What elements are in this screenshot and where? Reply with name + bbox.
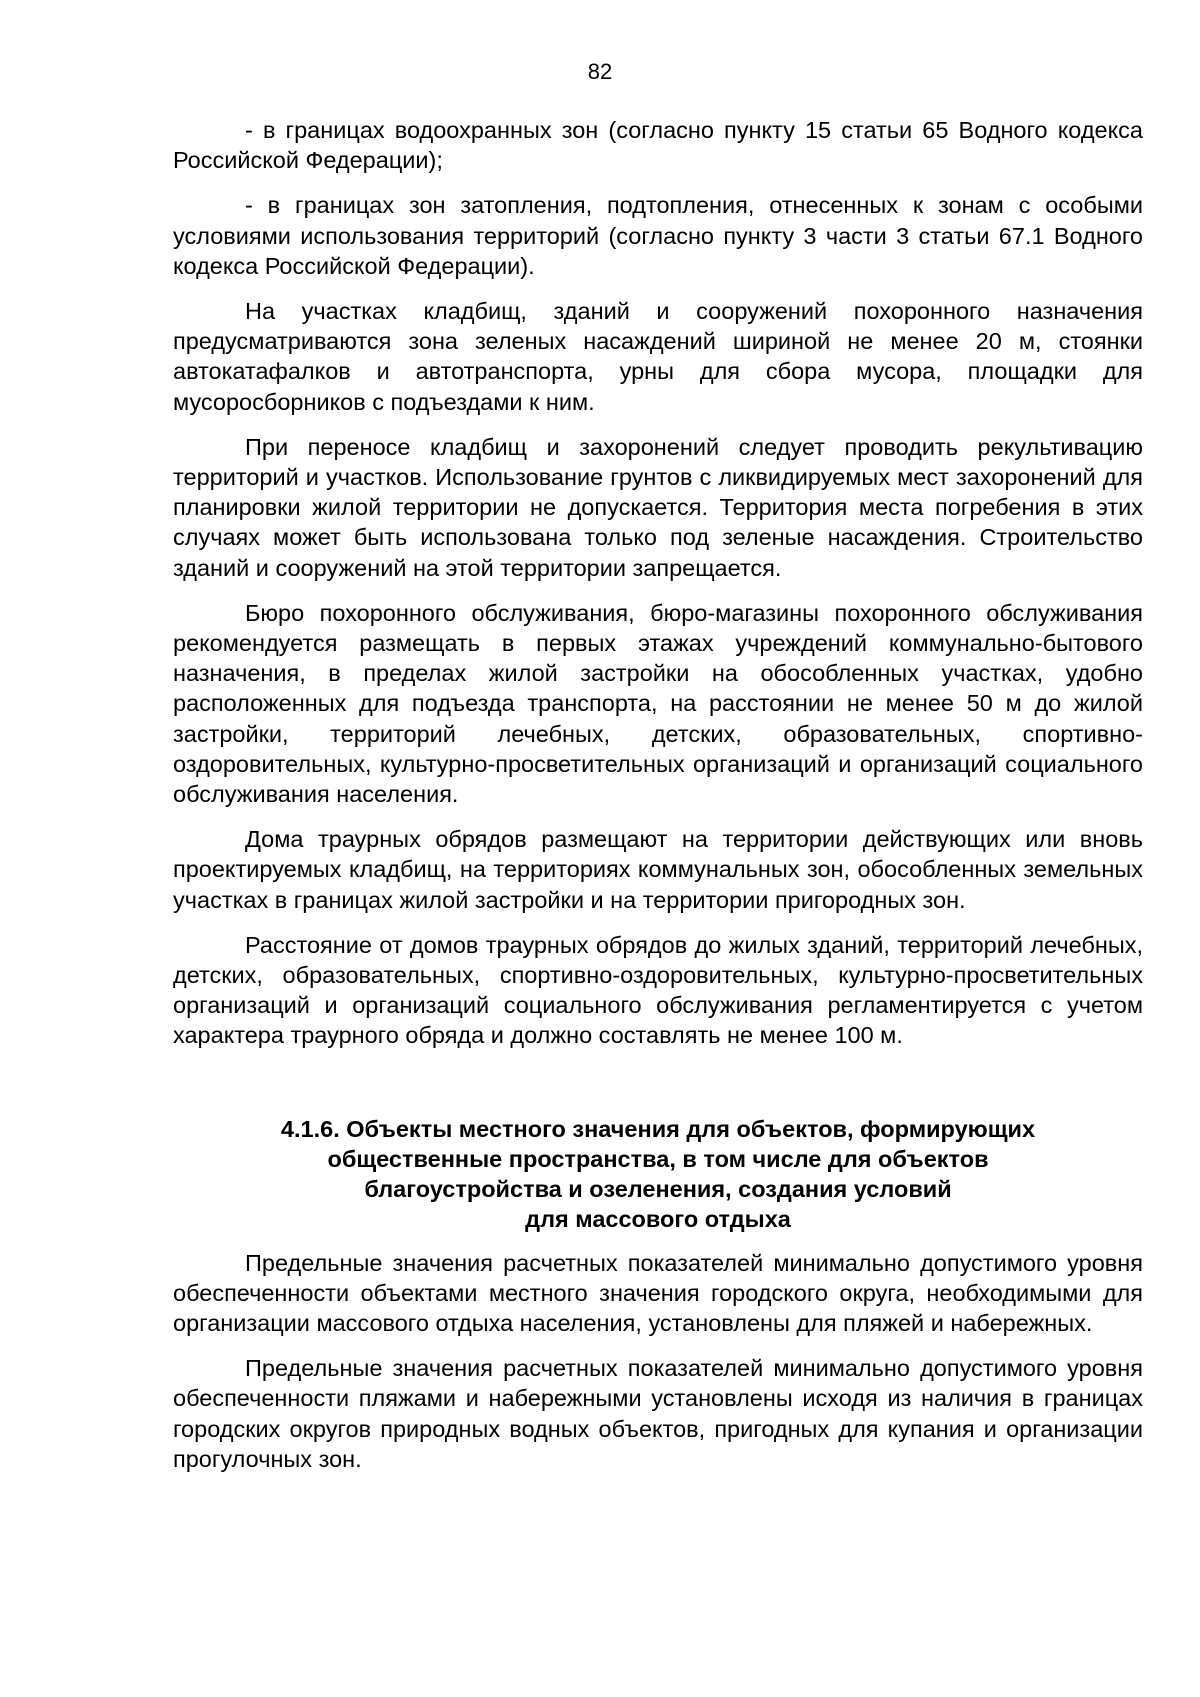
paragraph-mass-recreation: Предельные значения расчетных показателей минимально допустимого уровня обеспеченности объектами местного значения городского округа, необходимыми для организации массового отдыха населения, установлены для пляжей и набережных. xyxy=(173,1249,1143,1336)
paragraph-funeral-bureaus: Бюро похоронного обслуживания, бюро-магазины похоронного обслуживания рекомендуется размещать в первых этажах учреждений коммунально-бытового назначения, в пределах жилой застройки на обособленных участках, удобно расположенных для подъезда транспорта, на расстоянии не менее 50 м до жилой застройки, территорий лечебных, детских, образовательных, спортивно-оздоровительных, культурно-просветительных организаций и организаций социального обслуживания населения. xyxy=(173,599,1143,808)
paragraph-beaches-embankments: Предельные значения расчетных показателей минимально допустимого уровня обеспеченности пляжами и набережными установлены исходя из наличия в границах городских округов природных водных объектов, пригодных для купания и организации прогулочных зон. xyxy=(173,1355,1143,1472)
document-body xyxy=(173,115,1143,1489)
page-number: 82 xyxy=(587,59,613,84)
section-heading-line: 4.1.6. Объекты местного значения для объектов, формирующих xyxy=(280,1115,1036,1142)
paragraph-funeral-homes: Дома траурных обрядов размещают на территории действующих или вновь проектируемых кладбищ, на территориях коммунальных зон, обособленных земельных участках в границах жилой застройки и на территории пригородных зон. xyxy=(173,826,1143,913)
section-heading-line: общественные пространства, в том числе для объектов xyxy=(327,1145,989,1172)
section-gap xyxy=(173,1066,1143,1114)
paragraph-water-protection-zones: - в границах водоохранных зон (согласно пункту 15 статьи 65 Водного кодекса Российской Федерации); xyxy=(173,117,1143,174)
section-heading xyxy=(173,1114,1143,1235)
paragraph-cemetery-relocation: При переносе кладбищ и захоронений следует проводить рекультивацию территорий и участков. Использование грунтов с ликвидируемых мест захоронений для планировки жилой территории не допускается. Территория места погребения в этих случаях может быть использована только под зеленые насаждения. Строительство зданий и сооружений на этой территории запрещается. xyxy=(173,433,1143,581)
section-heading-line: для массового отдыха xyxy=(525,1206,791,1233)
section-heading-line: благоустройства и озеленения, создания условий xyxy=(364,1176,952,1203)
paragraph-funeral-home-distance: Расстояние от домов траурных обрядов до жилых зданий, территорий лечебных, детских, образовательных, спортивно-оздоровительных, культурно-просветительных организаций и организаций социального обслуживания регламентируется с учетом характера траурного обряда и должно составлять не менее 100 м. xyxy=(173,931,1143,1049)
paragraph-flood-zones: - в границах зон затопления, подтопления, отнесенных к зонам с особыми условиями использования территорий (согласно пункту 3 части 3 статьи 67.1 Водного кодекса Российской Федерации). xyxy=(173,192,1143,279)
paragraph-cemetery-plots: На участках кладбищ, зданий и сооружений похоронного назначения предусматриваются зона зеленых насаждений шириной не менее 20 м, стоянки автокатафалков и автотранспорта, урны для сбора мусора, площадки для мусоросборников с подъездами к ним. xyxy=(173,298,1143,415)
